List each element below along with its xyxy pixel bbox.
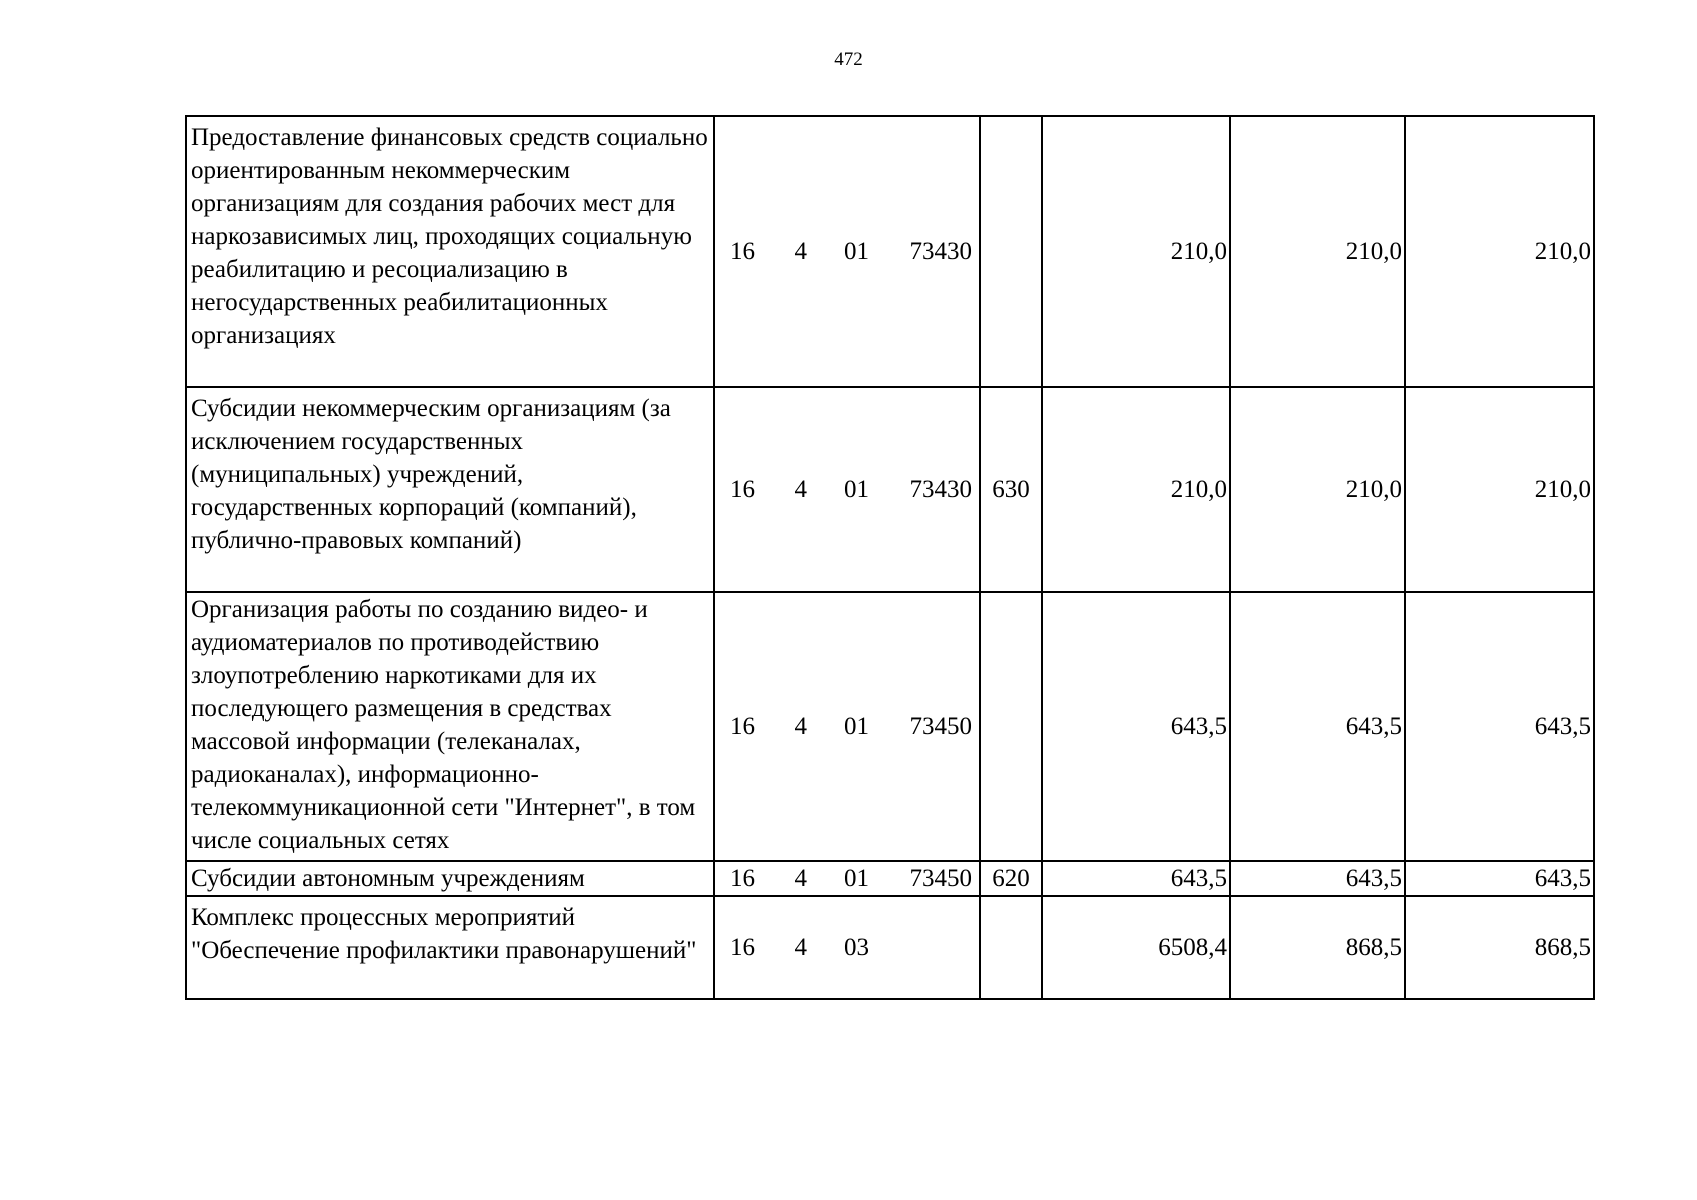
row-value-3: 643,5 bbox=[1405, 861, 1594, 896]
row-value-1: 6508,4 bbox=[1042, 896, 1230, 999]
code-direction: 73430 bbox=[909, 238, 972, 265]
code-part: 01 bbox=[844, 238, 869, 265]
row-value-1: 643,5 bbox=[1042, 861, 1230, 896]
code-program: 16 bbox=[730, 476, 755, 503]
code-direction: 73450 bbox=[909, 713, 972, 740]
code-type: 4 bbox=[794, 476, 807, 503]
code-type: 4 bbox=[794, 238, 807, 265]
row-classification-code bbox=[714, 387, 980, 592]
row-classification-code bbox=[714, 116, 980, 387]
row-value-1: 643,5 bbox=[1042, 592, 1230, 861]
table-row bbox=[186, 387, 1594, 592]
row-expense-type bbox=[980, 896, 1042, 999]
code-part: 01 bbox=[844, 865, 869, 892]
row-classification-code bbox=[714, 861, 980, 896]
row-value-2: 643,5 bbox=[1230, 592, 1405, 861]
row-value-3: 210,0 bbox=[1405, 387, 1594, 592]
row-value-3: 643,5 bbox=[1405, 592, 1594, 861]
table-row bbox=[186, 896, 1594, 999]
code-program: 16 bbox=[730, 934, 755, 961]
row-value-3: 868,5 bbox=[1405, 896, 1594, 999]
table-row bbox=[186, 592, 1594, 861]
code-program: 16 bbox=[730, 713, 755, 740]
row-name: Субсидии некоммерческим организациям (за исключением государственных (муниципальных) учреждений, государственных корпораций (компаний), публично-правовых компаний) bbox=[186, 387, 714, 592]
row-value-2: 210,0 bbox=[1230, 116, 1405, 387]
row-value-2: 210,0 bbox=[1230, 387, 1405, 592]
code-part: 03 bbox=[844, 934, 869, 961]
code-type: 4 bbox=[794, 865, 807, 892]
code-direction: 73430 bbox=[909, 476, 972, 503]
code-type: 4 bbox=[794, 713, 807, 740]
row-value-1: 210,0 bbox=[1042, 387, 1230, 592]
code-program: 16 bbox=[730, 238, 755, 265]
code-part: 01 bbox=[844, 713, 869, 740]
row-expense-type: 620 bbox=[980, 861, 1042, 896]
code-program: 16 bbox=[730, 865, 755, 892]
row-expense-type bbox=[980, 116, 1042, 387]
row-value-1: 210,0 bbox=[1042, 116, 1230, 387]
code-direction: 73450 bbox=[909, 865, 972, 892]
code-part: 01 bbox=[844, 476, 869, 503]
row-value-2: 643,5 bbox=[1230, 861, 1405, 896]
row-value-3: 210,0 bbox=[1405, 116, 1594, 387]
table-row bbox=[186, 861, 1594, 896]
row-name: Предоставление финансовых средств социально ориентированным некоммерческим организациям для создания рабочих мест для наркозависимых лиц, проходящих социальную реабилитацию и ресоциализацию в негосударственных реабилитационных организациях bbox=[186, 116, 714, 387]
row-value-2: 868,5 bbox=[1230, 896, 1405, 999]
budget-table bbox=[185, 115, 1595, 1000]
row-classification-code bbox=[714, 592, 980, 861]
row-expense-type bbox=[980, 592, 1042, 861]
row-expense-type: 630 bbox=[980, 387, 1042, 592]
row-name: Организация работы по созданию видео- и аудиоматериалов по противодействию злоупотреблению наркотиками для их последующего размещения в средствах массовой информации (телеканалах, радиоканалах), информационно-телекоммуникационной сети "Интернет", в том числе социальных сетях bbox=[186, 592, 714, 861]
row-classification-code bbox=[714, 896, 980, 999]
code-type: 4 bbox=[794, 934, 807, 961]
row-name: Субсидии автономным учреждениям bbox=[186, 861, 714, 896]
page-number: 472 bbox=[834, 49, 863, 70]
row-name: Комплекс процессных мероприятий "Обеспечение профилактики правонарушений" bbox=[186, 896, 714, 999]
table-row bbox=[186, 116, 1594, 387]
